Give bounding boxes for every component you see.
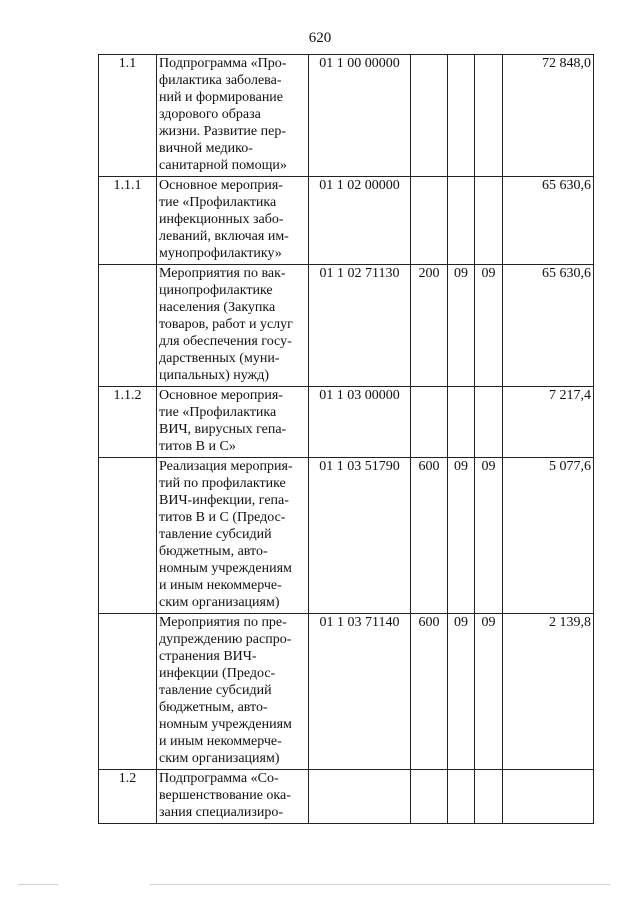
row-name-line: тавление субсидий <box>159 527 272 542</box>
amount-cell <box>503 770 594 824</box>
row-number-cell: 1.1.1 <box>99 177 157 265</box>
row-name-cell <box>157 614 309 770</box>
row-name-line: Подпрограмма «Про- <box>159 56 287 71</box>
row-name-line: вичной медико- <box>159 141 253 156</box>
page-number: 620 <box>308 30 332 46</box>
amount-cell: 65 630,6 <box>503 265 594 387</box>
expense-type-cell <box>411 177 448 265</box>
section-cell <box>448 55 475 177</box>
row-name-cell <box>157 770 309 824</box>
expense-type-cell: 200 <box>411 265 448 387</box>
row-name-line: Подпрограмма «Со- <box>159 771 279 786</box>
budget-table <box>98 54 594 824</box>
row-name-cell <box>157 265 309 387</box>
row-name-line: ским организациям) <box>159 595 280 610</box>
table-row <box>99 265 594 387</box>
amount-cell: 72 848,0 <box>503 55 594 177</box>
scan-artifact <box>150 884 610 885</box>
row-number-cell: 1.1 <box>99 55 157 177</box>
row-name-line: тие «Профилактика <box>159 195 277 210</box>
expense-type-cell <box>411 387 448 458</box>
row-name-line: тий по профилактике <box>159 476 286 491</box>
row-name-cell <box>157 177 309 265</box>
row-name-line: бюджетным, авто- <box>159 700 268 715</box>
row-name-line: номным учреждениям <box>159 717 292 732</box>
expense-type-cell: 600 <box>411 458 448 614</box>
target-code-cell <box>309 770 411 824</box>
row-name-line: дарственных (муни- <box>159 351 280 366</box>
row-name-cell <box>157 387 309 458</box>
row-number-cell <box>99 458 157 614</box>
target-code-cell: 01 1 03 00000 <box>309 387 411 458</box>
row-name-line: Основное мероприя- <box>159 178 283 193</box>
row-name-line: для обеспечения госу- <box>159 334 292 349</box>
subsection-cell: 09 <box>475 458 503 614</box>
row-name-line: тавление субсидий <box>159 683 272 698</box>
scan-artifact <box>18 884 58 885</box>
row-name-line: странения ВИЧ- <box>159 649 257 664</box>
section-cell: 09 <box>448 265 475 387</box>
row-name-line: ВИЧ, вирусных гепа- <box>159 422 287 437</box>
row-name-line: леваний, включая им- <box>159 229 289 244</box>
row-name-line: бюджетным, авто- <box>159 544 268 559</box>
row-name-line: мунопрофилактику» <box>159 246 282 261</box>
row-number-cell: 1.2 <box>99 770 157 824</box>
expense-type-cell <box>411 770 448 824</box>
row-name-line: ВИЧ-инфекции, гепа- <box>159 493 289 508</box>
table-row <box>99 614 594 770</box>
section-cell: 09 <box>448 614 475 770</box>
amount-cell: 2 139,8 <box>503 614 594 770</box>
section-cell <box>448 387 475 458</box>
table-row <box>99 177 594 265</box>
row-name-line: санитарной помощи» <box>159 158 287 173</box>
table-row <box>99 387 594 458</box>
target-code-cell: 01 1 03 51790 <box>309 458 411 614</box>
row-name-line: тие «Профилактика <box>159 405 277 420</box>
row-name-line: ципальных) нужд) <box>159 368 270 383</box>
amount-cell: 5 077,6 <box>503 458 594 614</box>
subsection-cell <box>475 177 503 265</box>
row-name-line: и иным некоммерче- <box>159 734 282 749</box>
target-code-cell: 01 1 00 00000 <box>309 55 411 177</box>
row-name-line: Реализация мероприя- <box>159 459 293 474</box>
section-cell <box>448 177 475 265</box>
row-name-line: зания специализиро- <box>159 805 284 820</box>
table-body <box>99 55 594 824</box>
row-name-line: инфекционных забо- <box>159 212 284 227</box>
table-row <box>99 55 594 177</box>
target-code-cell: 01 1 03 71140 <box>309 614 411 770</box>
table-row <box>99 770 594 824</box>
subsection-cell: 09 <box>475 614 503 770</box>
row-name-line: ний и формирование <box>159 90 284 105</box>
row-name-line: филактика заболева- <box>159 73 282 88</box>
amount-cell: 7 217,4 <box>503 387 594 458</box>
row-name-line: вершенствование ока- <box>159 788 291 803</box>
subsection-cell <box>475 387 503 458</box>
target-code-cell: 01 1 02 71130 <box>309 265 411 387</box>
table-row <box>99 458 594 614</box>
row-name-line: ским организациям) <box>159 751 280 766</box>
row-name-line: товаров, работ и услуг <box>159 317 293 332</box>
row-name-line: титов В и С» <box>159 439 236 454</box>
row-name-line: дупреждению распро- <box>159 632 292 647</box>
row-name-line: населения (Закупка <box>159 300 276 315</box>
row-name-line: Основное мероприя- <box>159 388 283 403</box>
expense-type-cell: 600 <box>411 614 448 770</box>
expense-type-cell <box>411 55 448 177</box>
amount-cell: 65 630,6 <box>503 177 594 265</box>
row-name-line: инфекции (Предос- <box>159 666 276 681</box>
section-cell: 09 <box>448 458 475 614</box>
row-name-cell <box>157 458 309 614</box>
target-code-cell: 01 1 02 00000 <box>309 177 411 265</box>
row-number-cell <box>99 614 157 770</box>
row-name-line: титов В и С (Предос- <box>159 510 286 525</box>
row-name-line: номным учреждениям <box>159 561 292 576</box>
row-name-line: и иным некоммерче- <box>159 578 282 593</box>
subsection-cell <box>475 55 503 177</box>
row-name-line: Мероприятия по пре- <box>159 615 287 630</box>
subsection-cell: 09 <box>475 265 503 387</box>
row-number-cell <box>99 265 157 387</box>
row-name-line: цинопрофилактике <box>159 283 273 298</box>
row-name-line: здорового образа <box>159 107 261 122</box>
subsection-cell <box>475 770 503 824</box>
row-name-line: жизни. Развитие пер- <box>159 124 287 139</box>
row-name-line: Мероприятия по вак- <box>159 266 286 281</box>
row-number-cell: 1.1.2 <box>99 387 157 458</box>
row-name-cell <box>157 55 309 177</box>
section-cell <box>448 770 475 824</box>
